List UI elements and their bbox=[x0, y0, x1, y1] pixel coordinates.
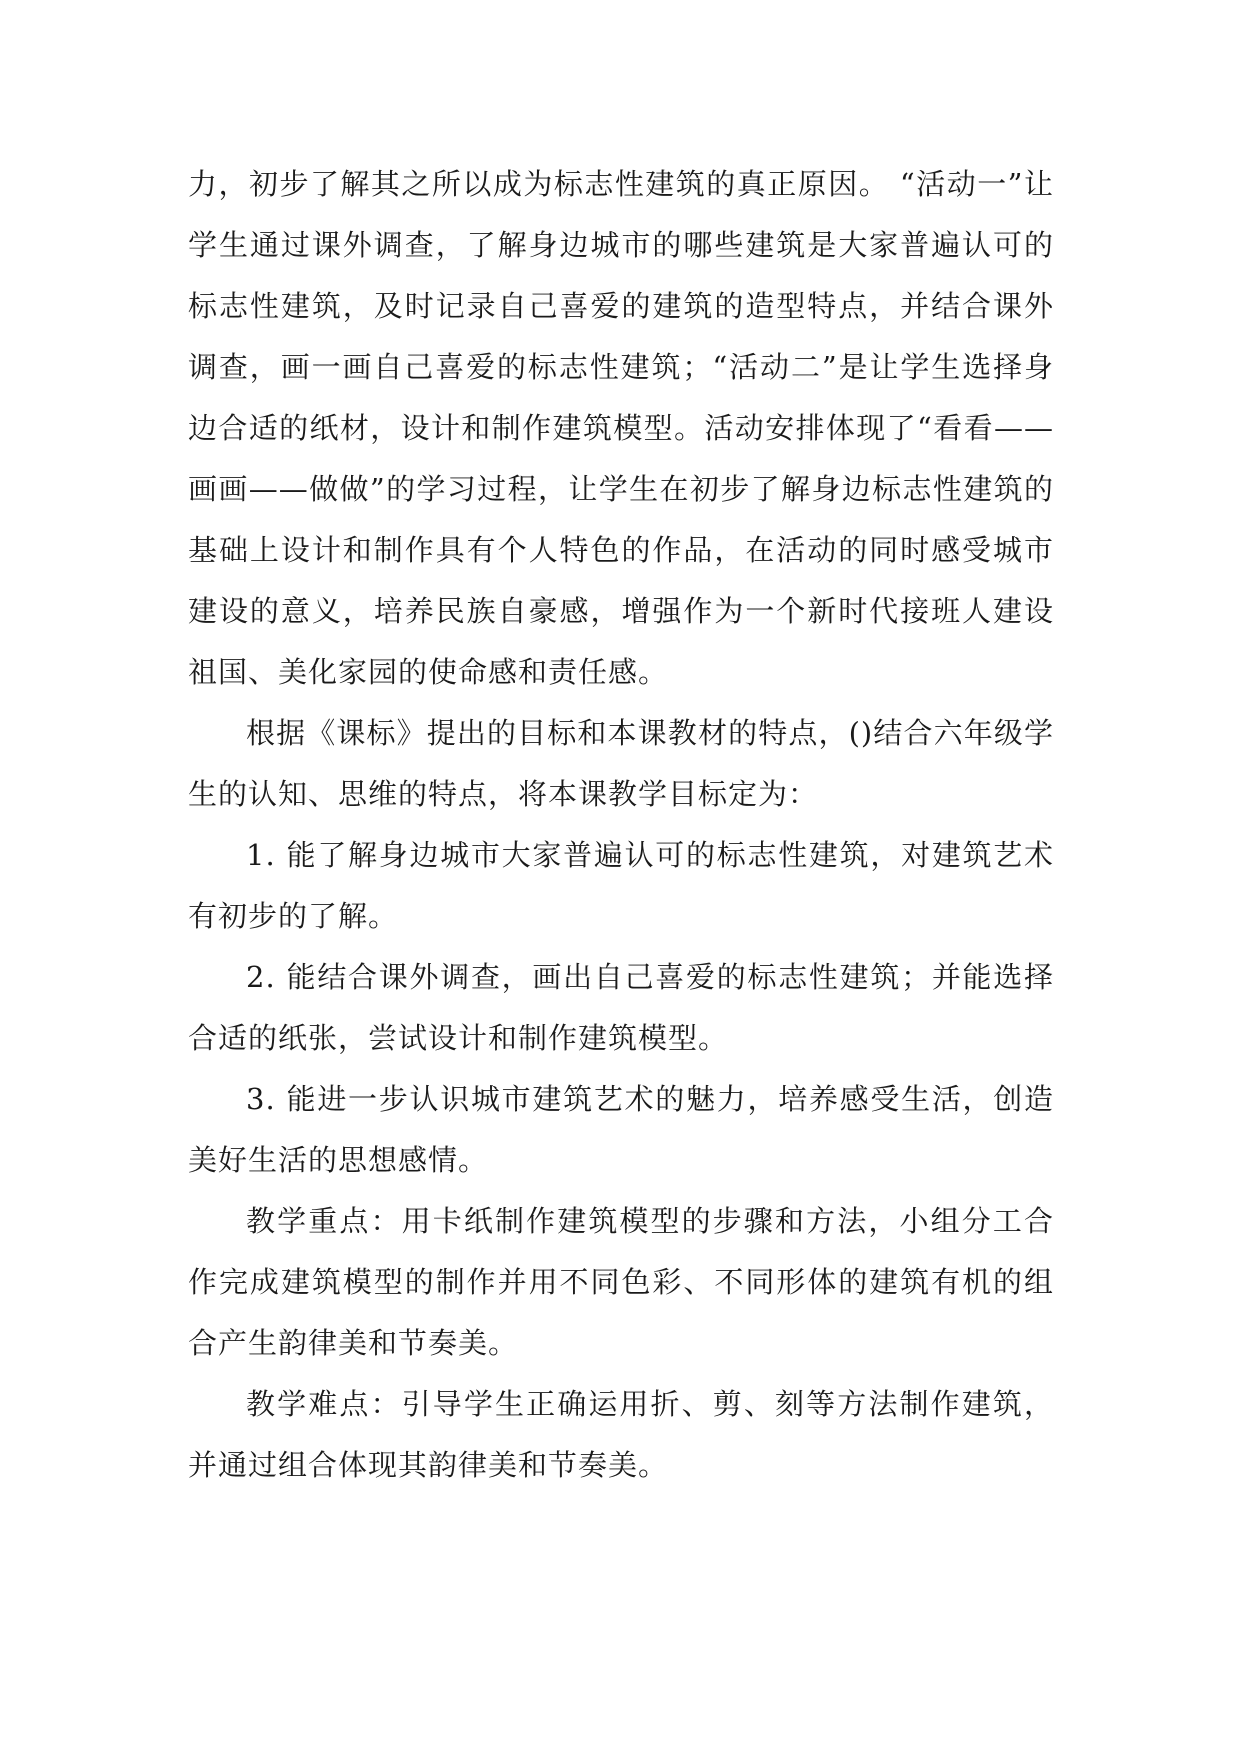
paragraph-continuation: 力，初步了解其之所以成为标志性建筑的真正原因。 “活动一”让学生通过课外调查，了解身边城市的哪些建筑是大家普遍认可的标志性建筑，及时记录自己喜爱的建筑的造型特点，并结合课外调查，画一画自己喜爱的标志性建筑；“活动二”是让学生选择身边合适的纸材，设计和制作建筑模型。活动安排体现了“看看——画画——做做”的学习过程，让学生在初步了解身边标志性建筑的基础上设计和制作具有个人特色的作品，在活动的同时感受城市建设的意义，培养民族自豪感，增强作为一个新时代接班人建设祖国、美化家园的使命感和责任感。 bbox=[188, 167, 1054, 689]
goal-item-1: 1. 能了解身边城市大家普遍认可的标志性建筑，对建筑艺术有初步的了解。 bbox=[188, 838, 1054, 933]
teaching-difficulty: 教学难点：引导学生正确运用折、剪、刻等方法制作建筑，并通过组合体现其韵律美和节奏美。 bbox=[188, 1387, 1054, 1482]
goal-item-3: 3. 能进一步认识城市建筑艺术的魅力，培养感受生活，创造美好生活的思想感情。 bbox=[188, 1082, 1054, 1177]
document-body bbox=[188, 154, 1054, 1496]
teaching-key-point: 教学重点：用卡纸制作建筑模型的步骤和方法，小组分工合作完成建筑模型的制作并用不同色彩、不同形体的建筑有机的组合产生韵律美和节奏美。 bbox=[188, 1204, 1054, 1360]
goal-item-2: 2. 能结合课外调查，画出自己喜爱的标志性建筑；并能选择合适的纸张，尝试设计和制作建筑模型。 bbox=[188, 960, 1054, 1055]
paragraph-goals-intro: 根据《课标》提出的目标和本课教材的特点，()结合六年级学生的认知、思维的特点，将本课教学目标定为： bbox=[188, 716, 1054, 811]
